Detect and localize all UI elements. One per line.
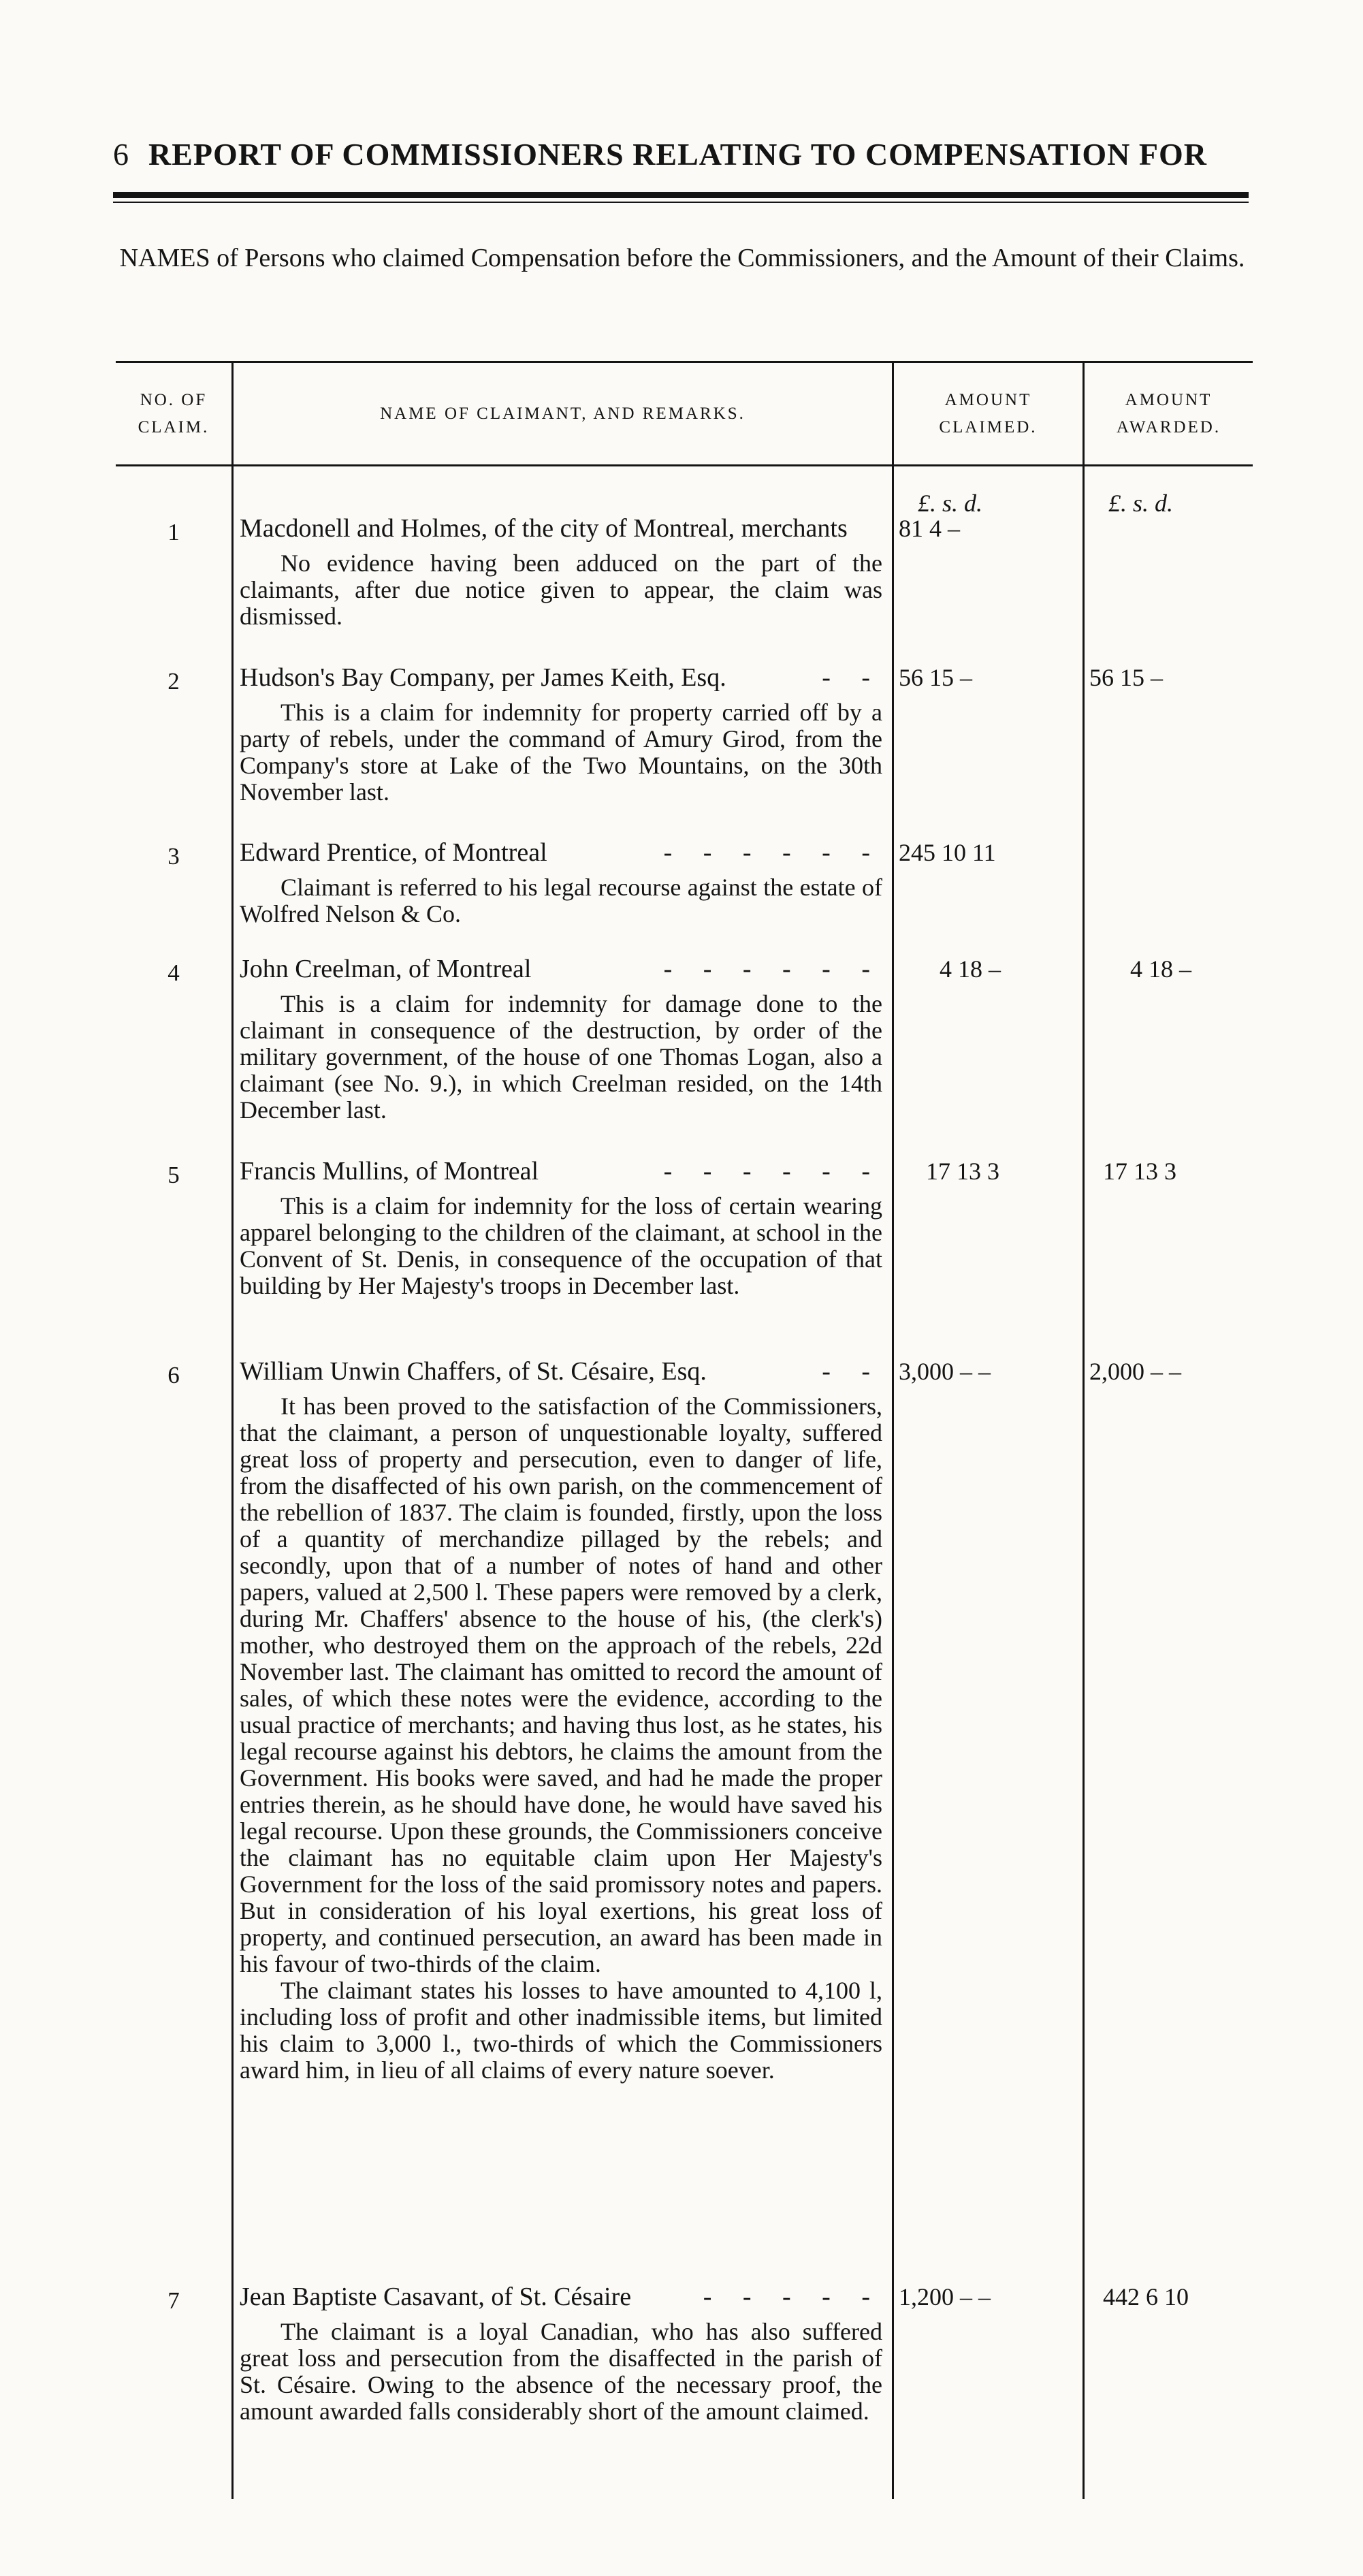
claim-remark: This is a claim for indemnity for property carried off by a party of rebels, under the command of Amury Girod, from the Company's store at Lake of the Two Mountains, on the 30th November last. — [240, 699, 882, 806]
column-header-claimed-line1: AMOUNT — [944, 391, 1032, 409]
claim-remark-paragraph: The claimant states his losses to have amounted to 4,100 l, including loss of profit and other inadmissible items, but limited his claim to 3,000 l., two-thirds of which the Commissioners award him, in lieu of all claims of every nature soever. — [240, 1977, 882, 2084]
currency-units-awarded: £. s. d. — [1108, 490, 1174, 517]
column-divider-claimed — [1083, 361, 1085, 2499]
claimant-name — [240, 515, 882, 542]
claimant-name-text: Jean Baptiste Casavant, of St. Césaire — [240, 2283, 632, 2310]
amount-awarded: 17 13 3 — [1103, 1158, 1176, 1185]
claimant-name-text: John Creelman, of Montreal — [240, 955, 532, 983]
amount-claimed: 17 13 3 — [926, 1158, 999, 1185]
claimant-name — [240, 1158, 882, 1185]
claim-number: 2 — [167, 668, 180, 695]
claim-number: 1 — [167, 519, 180, 545]
leader-dots: - - - - - - — [663, 955, 882, 983]
claim-remark-paragraph: It has been proved to the satisfaction of the Commissioners, that the claimant, a person of unquestionable loyalty, suffered great loss of property and persecution, even to danger of life, from the disaffected of his own parish, on the commencement of the rebellion of 1837. The claim is founded, firstly, upon the loss of a quantity of merchandize pillaged by the rebels; and secondly, upon that of a number of notes of hand and other papers, valued at 2,500 l. These papers were removed by a clerk, during Mr. Chaffers' absence to the house of his, (the clerk's) mother, who destroyed them on the approach of the rebels, 22d November last. The claimant has omitted to record the amount of sales, of which these notes were the evidence, according to the usual practice of merchants; and having thus lost, as he states, his legal recourse against his debtors, he claims the amount from the Government. His books were saved, and had he made the proper entries therein, as he should have done, he would have saved his legal recourse. Upon these grounds, the Commissioners conceive the claimant has no equitable claim upon Her Majesty's Government for the loss of the said promissory notes and papers. But in consideration of his loyal exertions, his great loss of property, and continued persecution, an award has been made in his favour of two-thirds of the claim. — [240, 1393, 882, 1977]
claim-remark: Claimant is referred to his legal recourse against the estate of Wolfred Nelson & Co. — [240, 874, 882, 927]
claimant-name-text: Edward Prentice, of Montreal — [240, 839, 547, 866]
column-header-claimed — [894, 387, 1083, 441]
claimant-name-text: Macdonell and Holmes, of the city of Montreal, merchants — [240, 515, 848, 542]
leader-dots: - - — [822, 1358, 882, 1385]
claimant-name-text: Francis Mullins, of Montreal — [240, 1158, 539, 1185]
running-title: REPORT OF COMMISSIONERS RELATING TO COMPENSATION FOR — [148, 137, 1207, 172]
amount-awarded: 2,000 – – — [1089, 1358, 1181, 1385]
header-rule-thin — [113, 202, 1249, 203]
amount-awarded: 56 15 – — [1089, 664, 1163, 691]
column-header-number — [116, 387, 231, 441]
claimant-name — [240, 2283, 882, 2310]
running-header — [113, 136, 1207, 172]
amount-awarded: 4 18 – — [1130, 955, 1191, 983]
column-divider-name — [892, 361, 894, 2499]
claimant-name-text: Hudson's Bay Company, per James Keith, Esq. — [240, 664, 726, 691]
column-header-number-line1: NO. OF — [140, 391, 208, 409]
leader-dots: - - — [822, 664, 882, 691]
amount-claimed: 4 18 – — [940, 955, 1001, 983]
amount-claimed: 1,200 – – — [899, 2283, 991, 2310]
amount-awarded: 442 6 10 — [1103, 2283, 1189, 2310]
column-header-name: NAME OF CLAIMANT, AND REMARKS. — [380, 404, 745, 423]
column-header-awarded-line1: AMOUNT — [1125, 391, 1213, 409]
amount-claimed: 81 4 – — [899, 515, 960, 542]
claim-number: 5 — [167, 1162, 180, 1188]
column-header-awarded — [1085, 387, 1253, 441]
column-header-number-line2: CLAIM. — [138, 418, 210, 436]
column-divider-number — [231, 361, 234, 2499]
column-header-awarded-line2: AWARDED. — [1116, 418, 1221, 436]
claimant-name — [240, 1358, 882, 1385]
page-number: 6 — [113, 137, 129, 172]
amount-claimed: 3,000 – – — [899, 1358, 991, 1385]
table-caption: NAMES of Persons who claimed Compensation before the Commissioners, and the Amount of their Claims. — [119, 244, 1245, 272]
claim-remark — [240, 1393, 882, 2084]
claim-remark: No evidence having been adduced on the part of the claimants, after due notice given to appear, the claim was dismissed. — [240, 550, 882, 630]
amount-claimed: 56 15 – — [899, 664, 972, 691]
claimant-name — [240, 955, 882, 983]
claim-number: 4 — [167, 959, 180, 986]
header-rule-thick — [113, 192, 1249, 198]
currency-units-claimed: £. s. d. — [918, 490, 983, 517]
leader-dots: - - - - - - — [663, 839, 882, 866]
column-header-claimed-line2: CLAIMED. — [939, 418, 1038, 436]
claim-remark: This is a claim for indemnity for the loss of certain wearing apparel belonging to the children of the claimant, at school in the Convent of St. Denis, in consequence of the occupation of that building by Her Majesty's troops in December last. — [240, 1192, 882, 1299]
claimant-name — [240, 839, 882, 866]
amount-claimed: 245 10 11 — [899, 839, 996, 866]
claim-number: 7 — [167, 2287, 180, 2314]
claim-number: 3 — [167, 843, 180, 870]
claim-remark: The claimant is a loyal Canadian, who has also suffered great loss and persecution from the disaffected in the parish of St. Césaire. Owing to the absence of the necessary proof, the amount awarded falls considerably short of the amount claimed. — [240, 2318, 882, 2425]
leader-dots: - - - - - — [703, 2283, 882, 2310]
claim-remark: This is a claim for indemnity for damage done to the claimant in consequence of the destruction, by order of the military government, of the house of one Thomas Logan, also a claimant (see No. 9.), in which Creelman resided, on the 14th December last. — [240, 990, 882, 1124]
claimant-name — [240, 664, 882, 691]
claim-number: 6 — [167, 1362, 180, 1388]
claimant-name-text: William Unwin Chaffers, of St. Césaire, Esq. — [240, 1358, 707, 1385]
leader-dots: - - - - - - — [663, 1158, 882, 1185]
